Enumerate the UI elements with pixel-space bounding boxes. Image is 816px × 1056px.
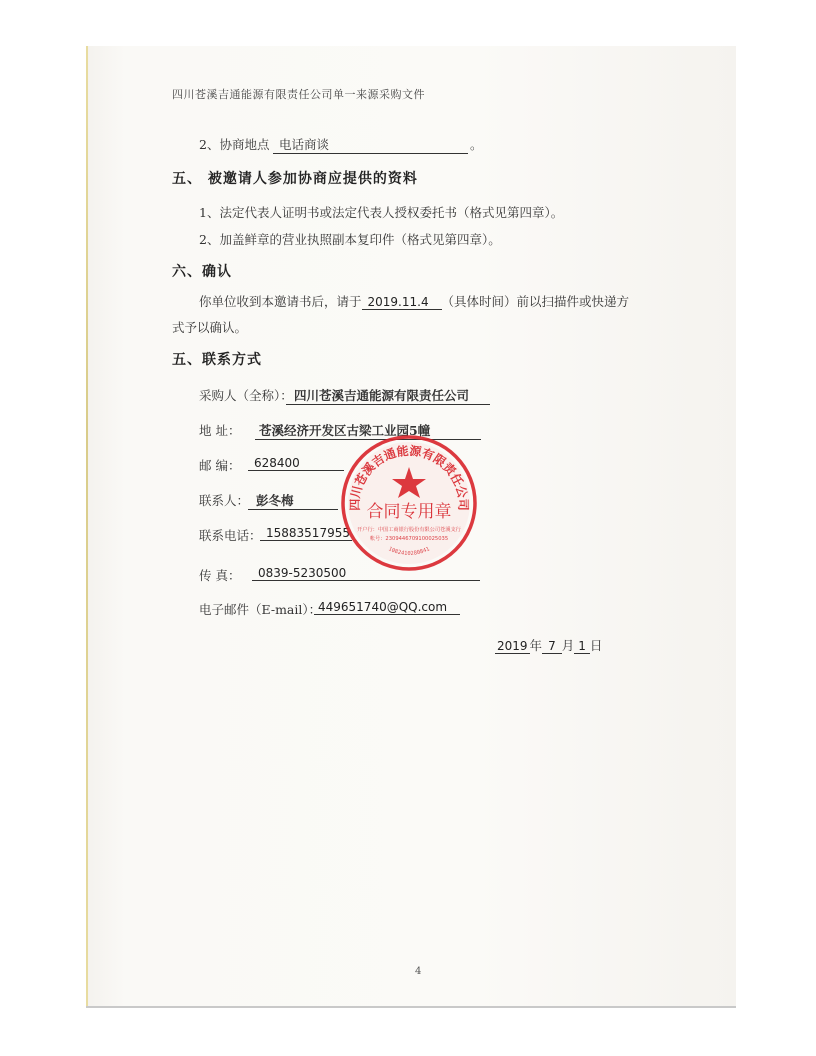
- email-label: 电子邮件（E-mail）：: [199, 602, 322, 617]
- page-bottom-edge: [86, 1006, 736, 1008]
- section-heading-confirm: 六、确认: [172, 264, 232, 280]
- confirm-date: 2019.11.4: [362, 295, 442, 310]
- contract-seal-stamp: [339, 433, 479, 573]
- seal-company-text: 四川苍溪吉通能源有限责任公司: [347, 443, 471, 511]
- page-number: 4: [415, 966, 422, 977]
- confirm-line-2: 式予以确认。: [172, 320, 248, 335]
- section-heading-contact: 五、联系方式: [172, 352, 262, 368]
- fax-value: 0839-5230500: [252, 566, 480, 581]
- materials-item-1: 1、法定代表人证明书或法定代表人授权委托书（格式见第四章）。: [199, 205, 564, 220]
- document-date: 2019 年 7 月 1 日: [497, 638, 603, 653]
- address-label: 地 址：: [199, 423, 241, 438]
- fax-label: 传 真：: [199, 568, 241, 583]
- location-end: 。: [470, 137, 483, 152]
- section-heading-materials: 五、 被邀请人参加协商应提供的资料: [172, 171, 418, 187]
- buyer-label: 采购人（全称）：: [199, 388, 293, 403]
- confirm-line-1: 你单位收到本邀请书后，请于 2019.11.4 （具体时间）前以扫描件或快递方: [199, 294, 630, 309]
- location-label: 2、协商地点: [199, 137, 270, 152]
- page-edge: [86, 46, 88, 1008]
- buyer-value: 四川苍溪吉通能源有限责任公司: [286, 386, 490, 405]
- seal-bank-line-2: 帐号：2309446709100025035: [369, 536, 449, 542]
- postcode-label: 邮 编：: [199, 458, 241, 473]
- document-header: 四川苍溪吉通能源有限责任公司单一来源采购文件: [172, 88, 425, 101]
- seal-bank-line-1: 开户行：中国工商银行股份有限公司苍溪支行: [357, 527, 461, 533]
- phone-label: 联系电话：: [199, 528, 262, 543]
- contact-person-value: 彭冬梅: [248, 491, 338, 510]
- seal-serial: 1082410280841: [387, 546, 431, 557]
- email-value: 449651740@QQ.com: [314, 600, 460, 615]
- phone-value: 15883517955: [260, 526, 352, 541]
- location-value: 电话商谈: [273, 135, 468, 154]
- address-value: 苍溪经济开发区古梁工业园5幢: [255, 421, 481, 440]
- materials-item-2: 2、加盖鲜章的营业执照副本复印件（格式见第四章）。: [199, 232, 501, 247]
- seal-type-text: 合同专用章: [366, 502, 452, 522]
- postcode-value: 628400: [248, 456, 344, 471]
- contact-person-label: 联系人：: [199, 493, 250, 508]
